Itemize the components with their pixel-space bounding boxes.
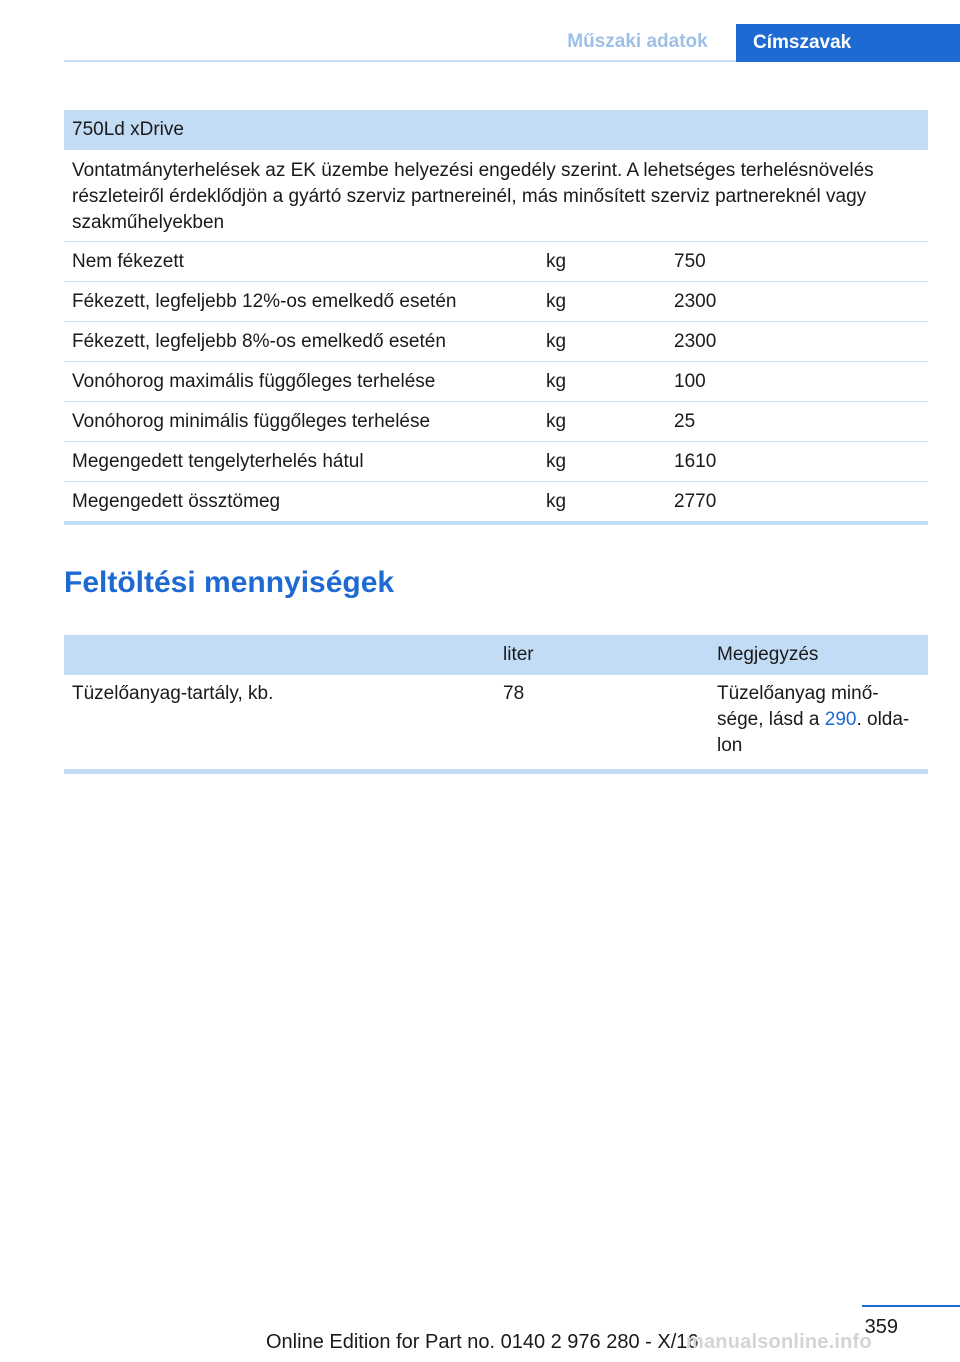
row-label: Nem fékezett (64, 242, 538, 282)
header-liter: liter (495, 635, 709, 675)
table-row (64, 322, 928, 362)
row-unit: kg (538, 442, 666, 482)
row-value: 78 (495, 675, 709, 772)
row-label: Vonóhorog minimális függőleges terhelése (64, 402, 538, 442)
row-value: 1610 (666, 442, 928, 482)
row-value: 2770 (666, 482, 928, 524)
note-line-2-before: sége, lásd a (717, 709, 825, 730)
table-description-row (64, 150, 928, 242)
table-row (64, 242, 928, 282)
header-note: Megjegyzés (709, 635, 928, 675)
row-label: Vonóhorog maximális függőleges terhelése (64, 362, 538, 402)
header-chapter-tab[interactable]: Címszavak (736, 24, 960, 62)
row-value: 750 (666, 242, 928, 282)
edition-footer: Online Edition for Part no. 0140 2 976 280 - X/16 (266, 1331, 699, 1353)
row-unit: kg (538, 322, 666, 362)
row-value: 100 (666, 362, 928, 402)
row-value: 25 (666, 402, 928, 442)
note-line-1: Tüzelőanyag minő- (717, 683, 879, 704)
table-row (64, 402, 928, 442)
page-number: 359 (864, 1316, 898, 1338)
table-row (64, 282, 928, 322)
note-line-3: lon (717, 735, 743, 756)
row-label: Fékezett, legfeljebb 12%-os emelkedő esetén (64, 282, 538, 322)
page-reference-link[interactable]: 290 (824, 709, 857, 730)
table-header-row (64, 635, 928, 675)
row-note (709, 675, 928, 772)
trailer-load-table (64, 110, 928, 525)
header-section-tab[interactable]: Műszaki adatok (567, 31, 708, 52)
row-value: 2300 (666, 282, 928, 322)
row-label: Megengedett össztömeg (64, 482, 538, 524)
row-unit: kg (538, 362, 666, 402)
section-title: Feltöltési mennyiségek (64, 566, 395, 599)
row-unit: kg (538, 242, 666, 282)
row-unit: kg (538, 282, 666, 322)
row-label: Fékezett, legfeljebb 8%-os emelkedő esetén (64, 322, 538, 362)
note-line-2-after: . olda- (856, 709, 910, 730)
table-row (64, 362, 928, 402)
row-unit: kg (538, 402, 666, 442)
table-row (64, 482, 928, 524)
header-empty (64, 635, 495, 675)
row-value: 2300 (666, 322, 928, 362)
table-row (64, 442, 928, 482)
table-caption-row (64, 110, 928, 150)
fill-quantities-table (64, 635, 928, 774)
watermark: manualsonline.info (686, 1331, 872, 1353)
table-description: Vontatmányterhelések az EK üzembe helyezési engedély szerint. A lehetséges terhelésnövelés részleteiről érdeklődjön a gyártó szerviz partnereinél, más minősített szerviz partnereknél vagy szakműhelyekben (64, 150, 928, 242)
table-caption: 750Ld xDrive (64, 110, 928, 150)
row-label: Megengedett tengelyterhelés hátul (64, 442, 538, 482)
page-number-divider (862, 1305, 960, 1307)
row-label: Tüzelőanyag-tartály, kb. (64, 675, 495, 772)
table-row (64, 675, 928, 772)
row-unit: kg (538, 482, 666, 524)
